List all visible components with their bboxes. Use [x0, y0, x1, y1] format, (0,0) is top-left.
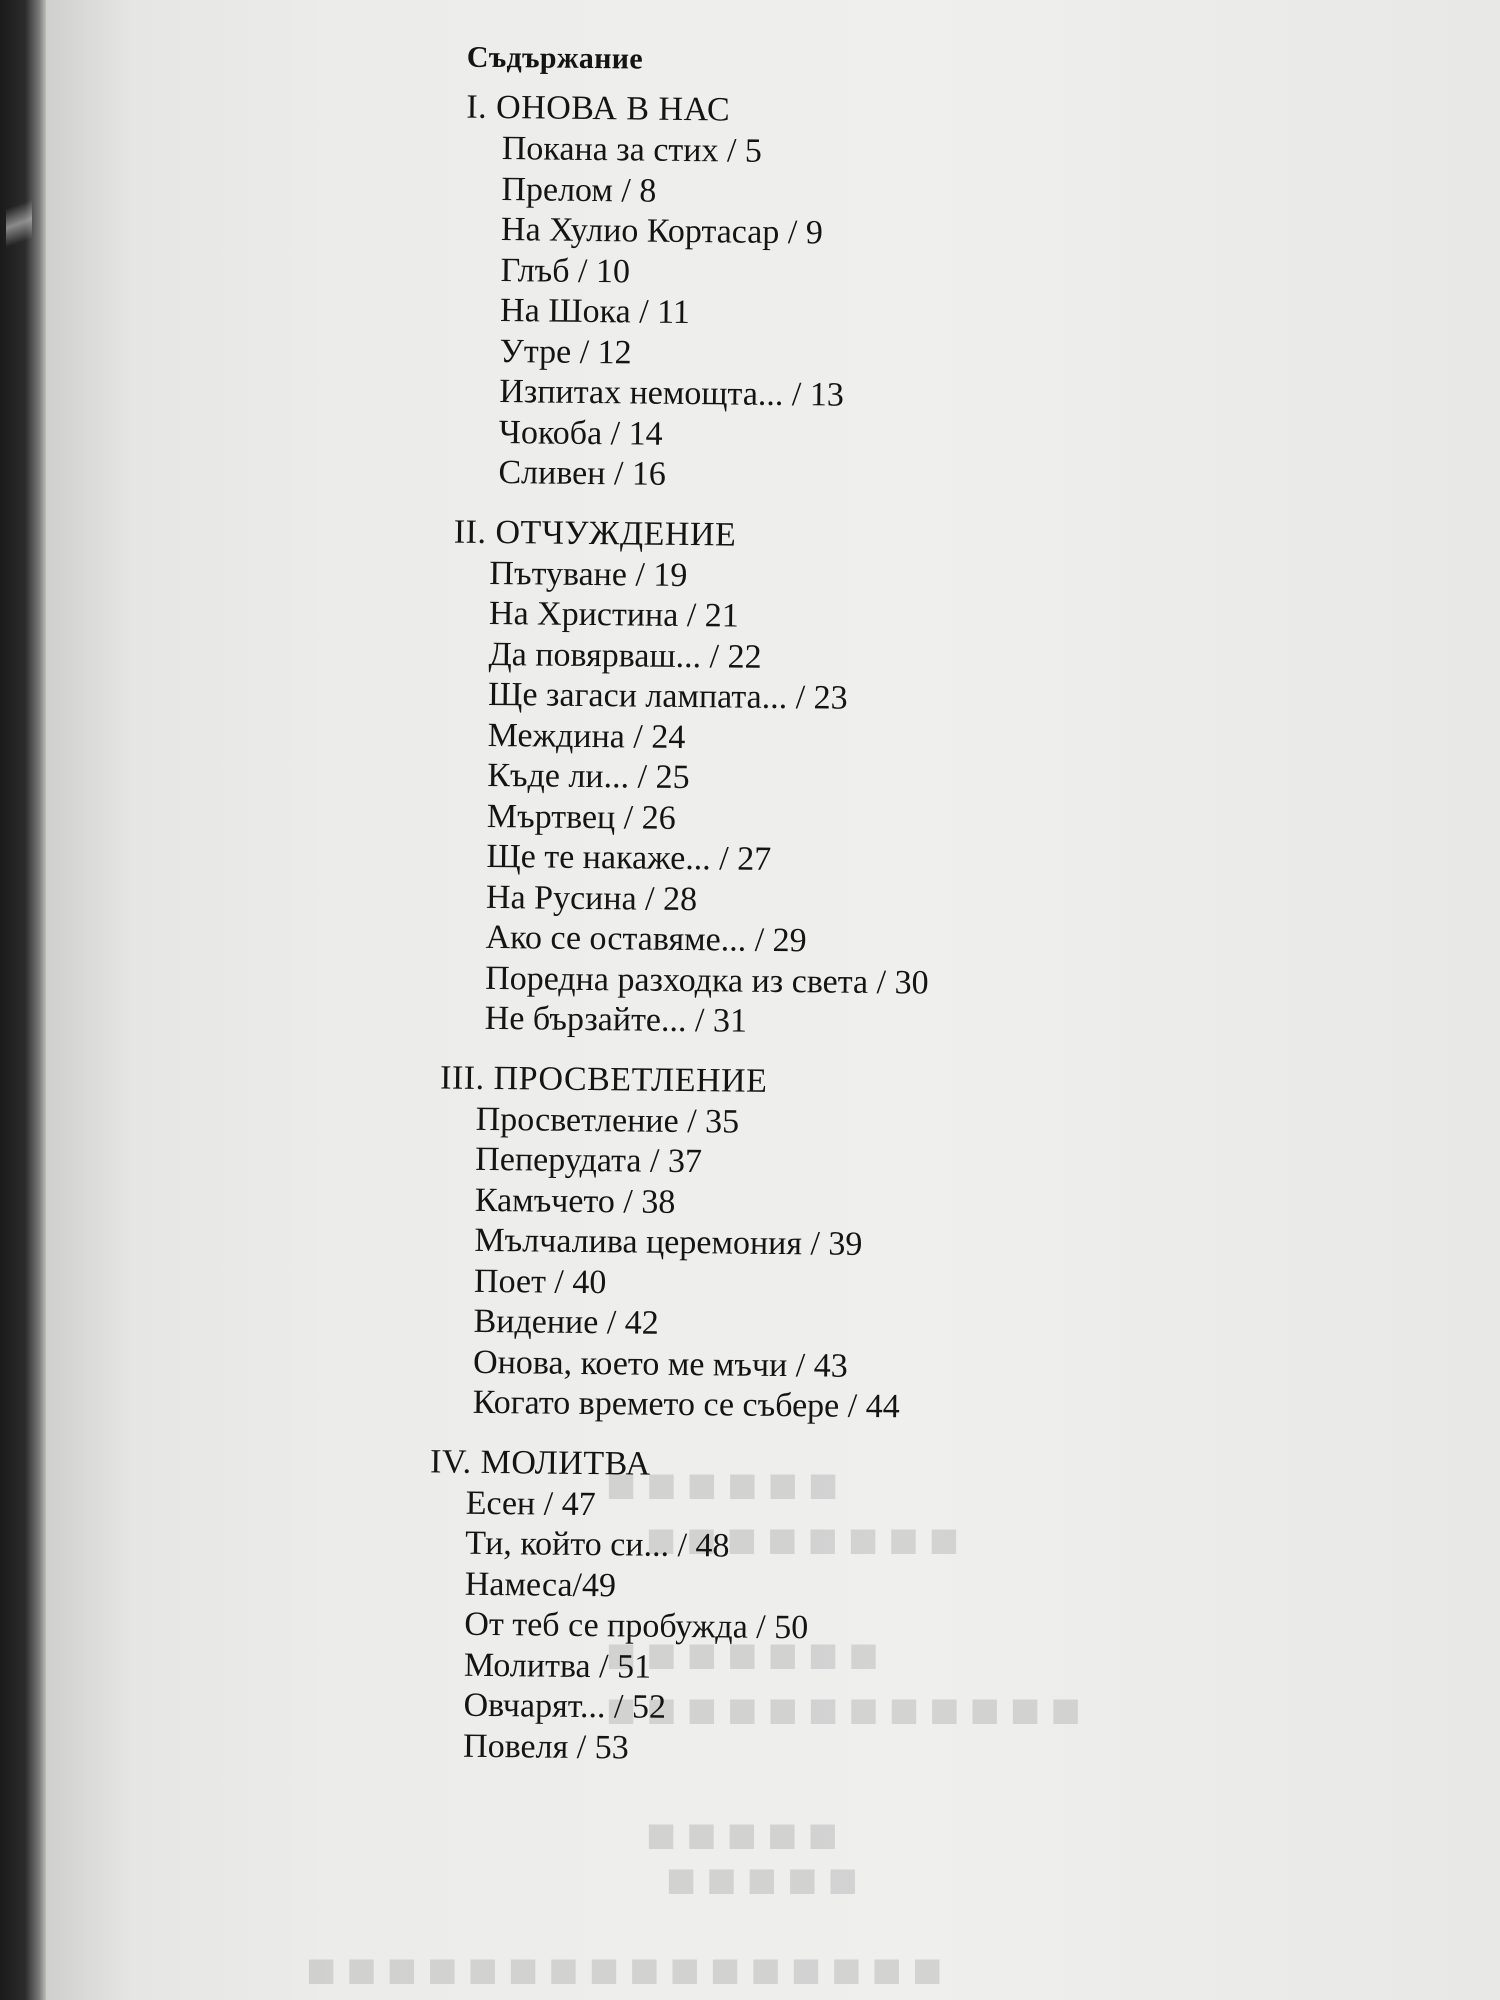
- toc-entry: Чокоба / 14: [498, 413, 663, 453]
- toc-entry: Намеса/49: [464, 1565, 617, 1604]
- toc-entry: Мълчалива церемония / 39: [474, 1221, 863, 1263]
- toc-entry: На Христина / 21: [488, 594, 739, 635]
- toc-entry: Молитва / 51: [463, 1646, 652, 1686]
- toc-entry: Мъртвец / 26: [486, 797, 676, 837]
- table-of-contents: [383, 40, 1121, 1791]
- toc-entry: Ще те накаже... / 27: [486, 837, 772, 878]
- book-page: [46, 0, 1500, 2000]
- bleed-through-texture: ■ ■ ■ ■ ■ ■ ■ ■ ■ ■ ■ ■ ■ ■ ■ ■ ■ ■ ■ ■ ■ ■ ■ ■ ■ ■ ■ ■ ■ ■ ■ ■ ■ ■ ■ ■ ■ ■ ■ ■ ■ ■ ■ ■ ■ ■ ■ ■ ■ ■ ■ ■ ■ ■ ■ ■ ■ ■ ■: [306, 1465, 1081, 1988]
- toc-entry: Когато времето се събере / 44: [472, 1383, 900, 1426]
- book-spine-shadow: [0, 0, 46, 2000]
- toc-section-2: [449, 511, 1116, 1046]
- toc-heading: Съдържание: [466, 40, 644, 76]
- toc-entry: Глъб / 10: [500, 251, 631, 290]
- entry-list: [427, 1483, 1106, 1774]
- toc-entry: Поредна разходка из света / 30: [484, 959, 929, 1002]
- entry-list: [437, 1099, 1110, 1430]
- entry-list: [462, 129, 1120, 500]
- section-title: II. ОТЧУЖДЕНИЕ: [453, 513, 737, 554]
- toc-section-4: [427, 1441, 1106, 1774]
- entry-list: [449, 553, 1116, 1046]
- toc-entry: Камъчето / 38: [474, 1181, 676, 1221]
- section-title: III. ПРОСВЕТЛЕНИЕ: [439, 1058, 768, 1100]
- toc-entry: Изпитах немощта... / 13: [499, 373, 845, 414]
- toc-entry: Междина / 24: [487, 716, 686, 756]
- toc-entry: От теб се пробужда / 50: [464, 1605, 809, 1647]
- toc-entry: На Русина / 28: [485, 878, 698, 918]
- toc-entry: Не бързайте... / 31: [484, 999, 748, 1040]
- section-title: IV. МОЛИТВА: [429, 1442, 651, 1483]
- toc-entry: Покана за стих / 5: [501, 130, 763, 170]
- toc-entry: Къде ли... / 25: [487, 756, 690, 797]
- toc-entry: Утре / 12: [499, 332, 632, 371]
- toc-entry: На Шока / 11: [499, 292, 691, 332]
- toc-entry: Видение / 42: [473, 1302, 659, 1342]
- toc-entry: Ще загаси лампата... / 23: [487, 675, 848, 717]
- toc-section-3: [437, 1057, 1111, 1430]
- toc-entry: Пътуване / 19: [489, 554, 688, 594]
- toc-section-1: [462, 87, 1120, 500]
- toc-entry: Повеля / 53: [462, 1727, 629, 1766]
- toc-entry: Прелом / 8: [501, 170, 657, 210]
- toc-entry: Просветление / 35: [475, 1100, 740, 1141]
- toc-entry: Сливен / 16: [498, 454, 667, 493]
- toc-entry: На Хулио Кортасар / 9: [500, 211, 824, 252]
- toc-entry: Пеперудата / 37: [475, 1140, 703, 1181]
- section-title: I. ОНОВА В НАС: [466, 88, 731, 129]
- toc-entry: Есен / 47: [465, 1484, 596, 1523]
- toc-entry: Овчарят... / 52: [463, 1686, 667, 1726]
- toc-entry: Онова, което ме мъчи / 43: [472, 1343, 848, 1385]
- toc-entry: Поет / 40: [473, 1262, 607, 1301]
- toc-entry: Ако се оставяме... / 29: [485, 918, 807, 960]
- toc-entry: Ти, който си... / 48: [465, 1524, 730, 1565]
- toc-entry: Да повярваш... / 22: [488, 635, 762, 676]
